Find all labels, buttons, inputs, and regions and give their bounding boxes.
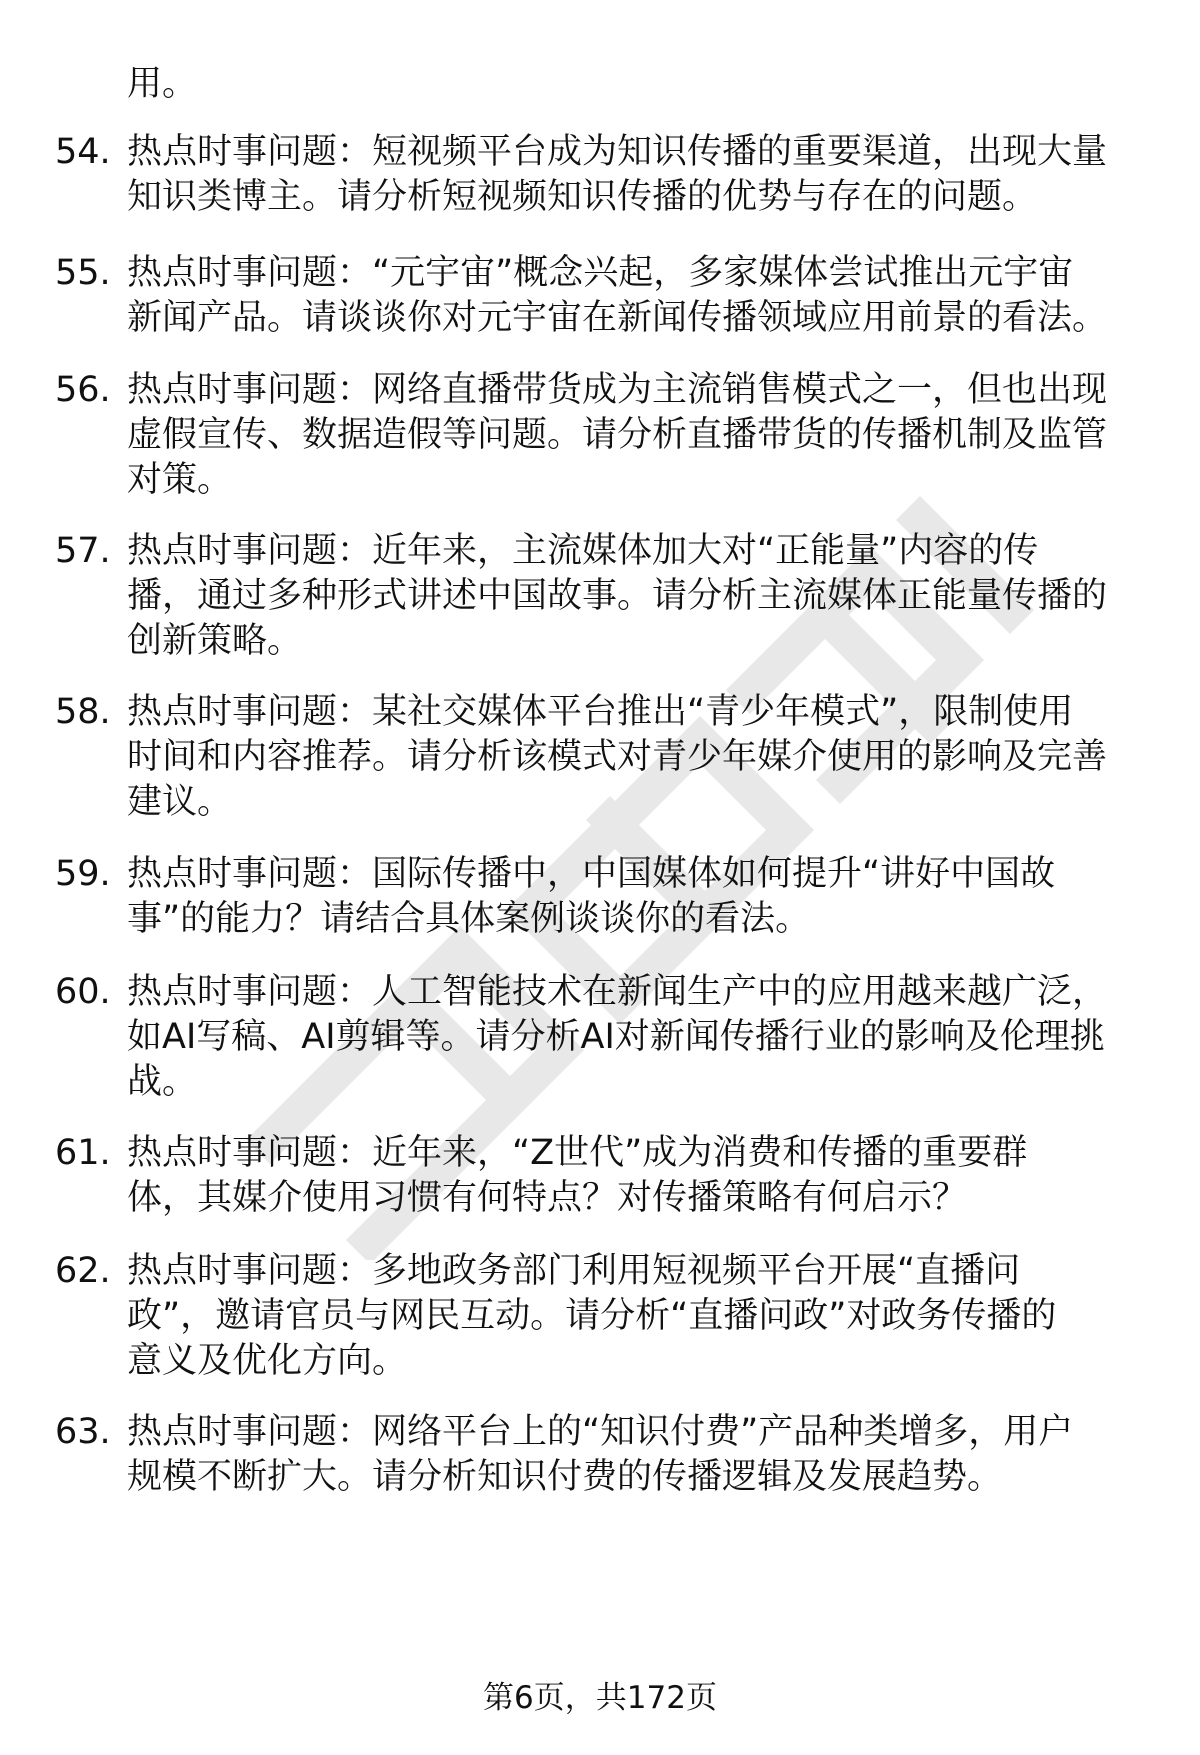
page-indicator: 第6页，共172页 [483,1680,717,1716]
question-number: 62. [55,1251,111,1291]
question-text-line: 对策。 [127,460,233,500]
previous-question-continuation: 用。 [127,64,198,104]
question-text-line: 知识类博主。请分析短视频知识传播的优势与存在的问题。 [127,177,1038,217]
question-text-line: 如AI写稿、AI剪辑等。请分析AI对新闻传播行业的影响及伦理挑 [127,1017,1105,1057]
question-number: 59. [55,854,111,894]
question-text-line: 热点时事问题：网络平台上的“知识付费”产品种类增多，用户 [127,1412,1074,1452]
question-number: 63. [55,1412,111,1452]
question-text-line: 政”，邀请官员与网民互动。请分析“直播问政”对政务传播的 [127,1296,1057,1336]
question-text-line: 热点时事问题：近年来，“Z世代”成为消费和传播的重要群 [127,1133,1028,1173]
question-text-line: 新闻产品。请谈谈你对元宇宙在新闻传播领域应用前景的看法。 [127,298,1108,338]
question-text-line: 战。 [127,1062,198,1102]
question-text-line: 规模不断扩大。请分析知识付费的传播逻辑及发展趋势。 [127,1457,1003,1497]
question-text-line: 播，通过多种形式讲述中国故事。请分析主流媒体正能量传播的 [127,576,1108,616]
question-text-line: 热点时事问题：近年来，主流媒体加大对“正能量”内容的传 [127,531,1039,571]
question-number: 54. [55,132,111,172]
question-text-line: 意义及优化方向。 [127,1341,408,1381]
question-text-line: 体，其媒介使用习惯有何特点？对传播策略有何启示？ [127,1178,968,1218]
question-number: 61. [55,1133,111,1173]
question-number: 60. [55,972,111,1012]
question-text-line: 热点时事问题：国际传播中，中国媒体如何提升“讲好中国故 [127,854,1056,894]
question-text-line: 时间和内容推荐。请分析该模式对青少年媒介使用的影响及完善 [127,737,1108,777]
question-number: 57. [55,531,111,571]
question-text-line: 热点时事问题：多地政务部门利用短视频平台开展“直播问 [127,1251,1021,1291]
question-text-line: 热点时事问题：某社交媒体平台推出“青少年模式”，限制使用 [127,692,1074,732]
question-number: 55. [55,253,111,293]
question-text-line: 建议。 [127,782,233,822]
question-number: 58. [55,692,111,732]
question-text-line: 创新策略。 [127,621,303,661]
question-text-line: 热点时事问题：“元宇宙”概念兴起，多家媒体尝试推出元宇宙 [127,253,1074,293]
question-text-line: 事”的能力？请结合具体案例谈谈你的看法。 [127,899,811,939]
question-text-line: 热点时事问题：人工智能技术在新闻生产中的应用越来越广泛， [127,972,1108,1012]
question-text-line: 热点时事问题：网络直播带货成为主流销售模式之一，但也出现 [127,370,1108,410]
question-text-line: 热点时事问题：短视频平台成为知识传播的重要渠道，出现大量 [127,132,1108,172]
question-number: 56. [55,370,111,410]
question-text-line: 虚假宣传、数据造假等问题。请分析直播带货的传播机制及监管 [127,415,1108,455]
